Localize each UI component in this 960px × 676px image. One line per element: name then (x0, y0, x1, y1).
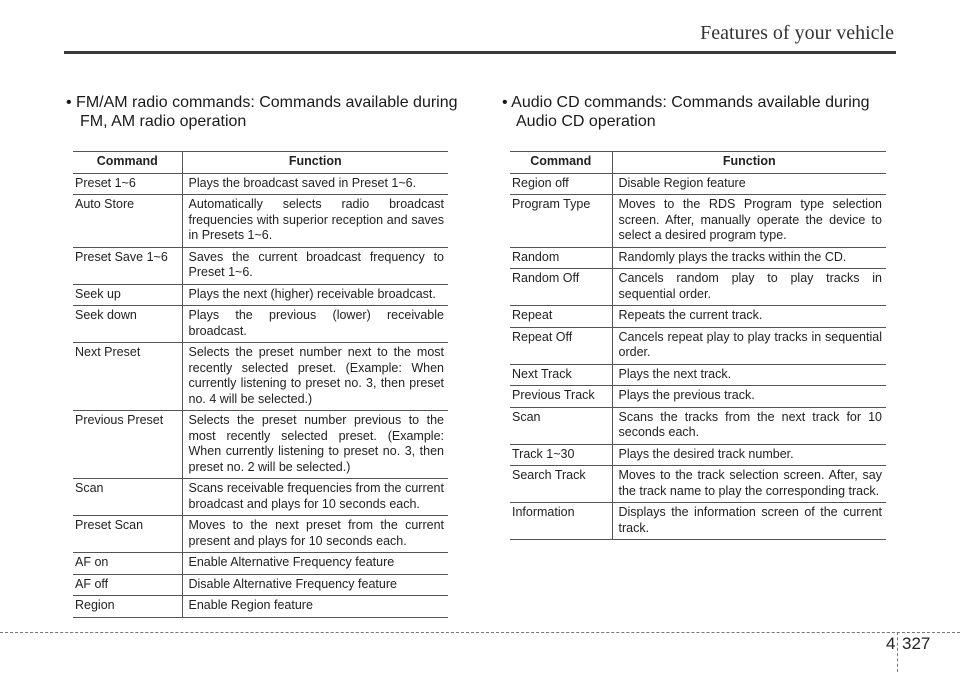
function-cell: Randomly plays the tracks within the CD. (612, 247, 886, 269)
table-row (73, 343, 448, 411)
command-cell: Seek up (73, 284, 182, 306)
command-column-header: Command (73, 152, 182, 174)
function-cell: Plays the previous track. (612, 386, 886, 408)
table-row (510, 407, 886, 444)
table-row (73, 284, 448, 306)
table-row (73, 574, 448, 596)
command-cell: Previous Preset (73, 411, 182, 479)
table-header-row (510, 152, 886, 174)
function-column-header: Function (612, 152, 886, 174)
command-cell: Preset Save 1~6 (73, 247, 182, 284)
command-cell: Auto Store (73, 195, 182, 248)
page-number-separator (897, 632, 898, 672)
table-row (73, 479, 448, 516)
audio-cd-bullet-line1: • Audio CD commands: Commands available during (502, 94, 870, 111)
command-cell: Scan (73, 479, 182, 516)
fm-am-command-table (73, 151, 448, 618)
command-cell: Region (73, 596, 182, 618)
table-row (73, 411, 448, 479)
command-cell: Scan (510, 407, 612, 444)
function-cell: Selects the preset number next to the most recently selected preset. (Example: When currently listening to preset no. 3, then preset no. 4 will be selected.) (182, 343, 448, 411)
command-cell: AF off (73, 574, 182, 596)
function-cell: Moves to the track selection screen. After, say the track name to play the corresponding track. (612, 466, 886, 503)
table-row (73, 306, 448, 343)
function-cell: Moves to the RDS Program type selection screen. After, manually operate the device to select a desired program type. (612, 195, 886, 248)
table-header-row (73, 152, 448, 174)
table-row (510, 444, 886, 466)
function-cell: Cancels random play to play tracks in sequential order. (612, 269, 886, 306)
command-cell: Repeat Off (510, 327, 612, 364)
table-row (510, 306, 886, 328)
command-cell: Preset Scan (73, 516, 182, 553)
command-cell: Previous Track (510, 386, 612, 408)
table-row (510, 173, 886, 195)
header-title: Features of your vehicle (700, 22, 894, 44)
table-row (510, 327, 886, 364)
table-row (510, 503, 886, 540)
function-cell: Repeats the current track. (612, 306, 886, 328)
chapter-number: 4 (886, 634, 896, 653)
command-cell: Repeat (510, 306, 612, 328)
function-cell: Plays the next track. (612, 364, 886, 386)
function-cell: Disable Alternative Frequency feature (182, 574, 448, 596)
table-row (510, 386, 886, 408)
table-row (73, 596, 448, 618)
function-cell: Automatically selects radio broadcast frequencies with superior reception and saves in Presets 1~6. (182, 195, 448, 248)
table-row (73, 247, 448, 284)
table-row (73, 195, 448, 248)
table-row (73, 553, 448, 575)
function-cell: Saves the current broadcast frequency to Preset 1~6. (182, 247, 448, 284)
audio-cd-bullet-line2: Audio CD operation (516, 113, 656, 130)
function-cell: Plays the desired track number. (612, 444, 886, 466)
fm-am-bullet-line2: FM, AM radio operation (80, 113, 247, 130)
function-cell: Enable Alternative Frequency feature (182, 553, 448, 575)
command-cell: Program Type (510, 195, 612, 248)
function-cell: Moves to the next preset from the current present and plays for 10 seconds each. (182, 516, 448, 553)
table-row (73, 516, 448, 553)
function-cell: Displays the information screen of the current track. (612, 503, 886, 540)
fm-am-bullet-line1: • FM/AM radio commands: Commands available during (66, 94, 458, 111)
command-cell: Random Off (510, 269, 612, 306)
function-cell: Enable Region feature (182, 596, 448, 618)
function-column-header: Function (182, 152, 448, 174)
table-row (510, 195, 886, 248)
function-cell: Selects the preset number previous to the most recently selected preset. (Example: When currently listening to preset no. 3, then preset no. 2 will be selected.) (182, 411, 448, 479)
table-row (510, 269, 886, 306)
function-cell: Disable Region feature (612, 173, 886, 195)
command-cell: Region off (510, 173, 612, 195)
footer-rule (0, 632, 960, 633)
page-number: 327 (902, 634, 931, 653)
header-rule (64, 51, 896, 54)
command-column-header: Command (510, 152, 612, 174)
command-cell: Next Preset (73, 343, 182, 411)
table-row (73, 173, 448, 195)
function-cell: Plays the previous (lower) receivable broadcast. (182, 306, 448, 343)
command-cell: Track 1~30 (510, 444, 612, 466)
command-cell: Next Track (510, 364, 612, 386)
function-cell: Plays the next (higher) receivable broadcast. (182, 284, 448, 306)
audio-cd-bullet (502, 93, 892, 131)
fm-am-bullet (66, 93, 466, 131)
function-cell: Scans the tracks from the next track for 10 seconds each. (612, 407, 886, 444)
audio-cd-command-table (510, 151, 886, 540)
table-row (510, 466, 886, 503)
command-cell: Information (510, 503, 612, 540)
table-row (510, 364, 886, 386)
function-cell: Scans receivable frequencies from the current broadcast and plays for 10 seconds each. (182, 479, 448, 516)
command-cell: AF on (73, 553, 182, 575)
command-cell: Random (510, 247, 612, 269)
command-cell: Preset 1~6 (73, 173, 182, 195)
function-cell: Plays the broadcast saved in Preset 1~6. (182, 173, 448, 195)
command-cell: Search Track (510, 466, 612, 503)
table-row (510, 247, 886, 269)
function-cell: Cancels repeat play to play tracks in sequential order. (612, 327, 886, 364)
command-cell: Seek down (73, 306, 182, 343)
